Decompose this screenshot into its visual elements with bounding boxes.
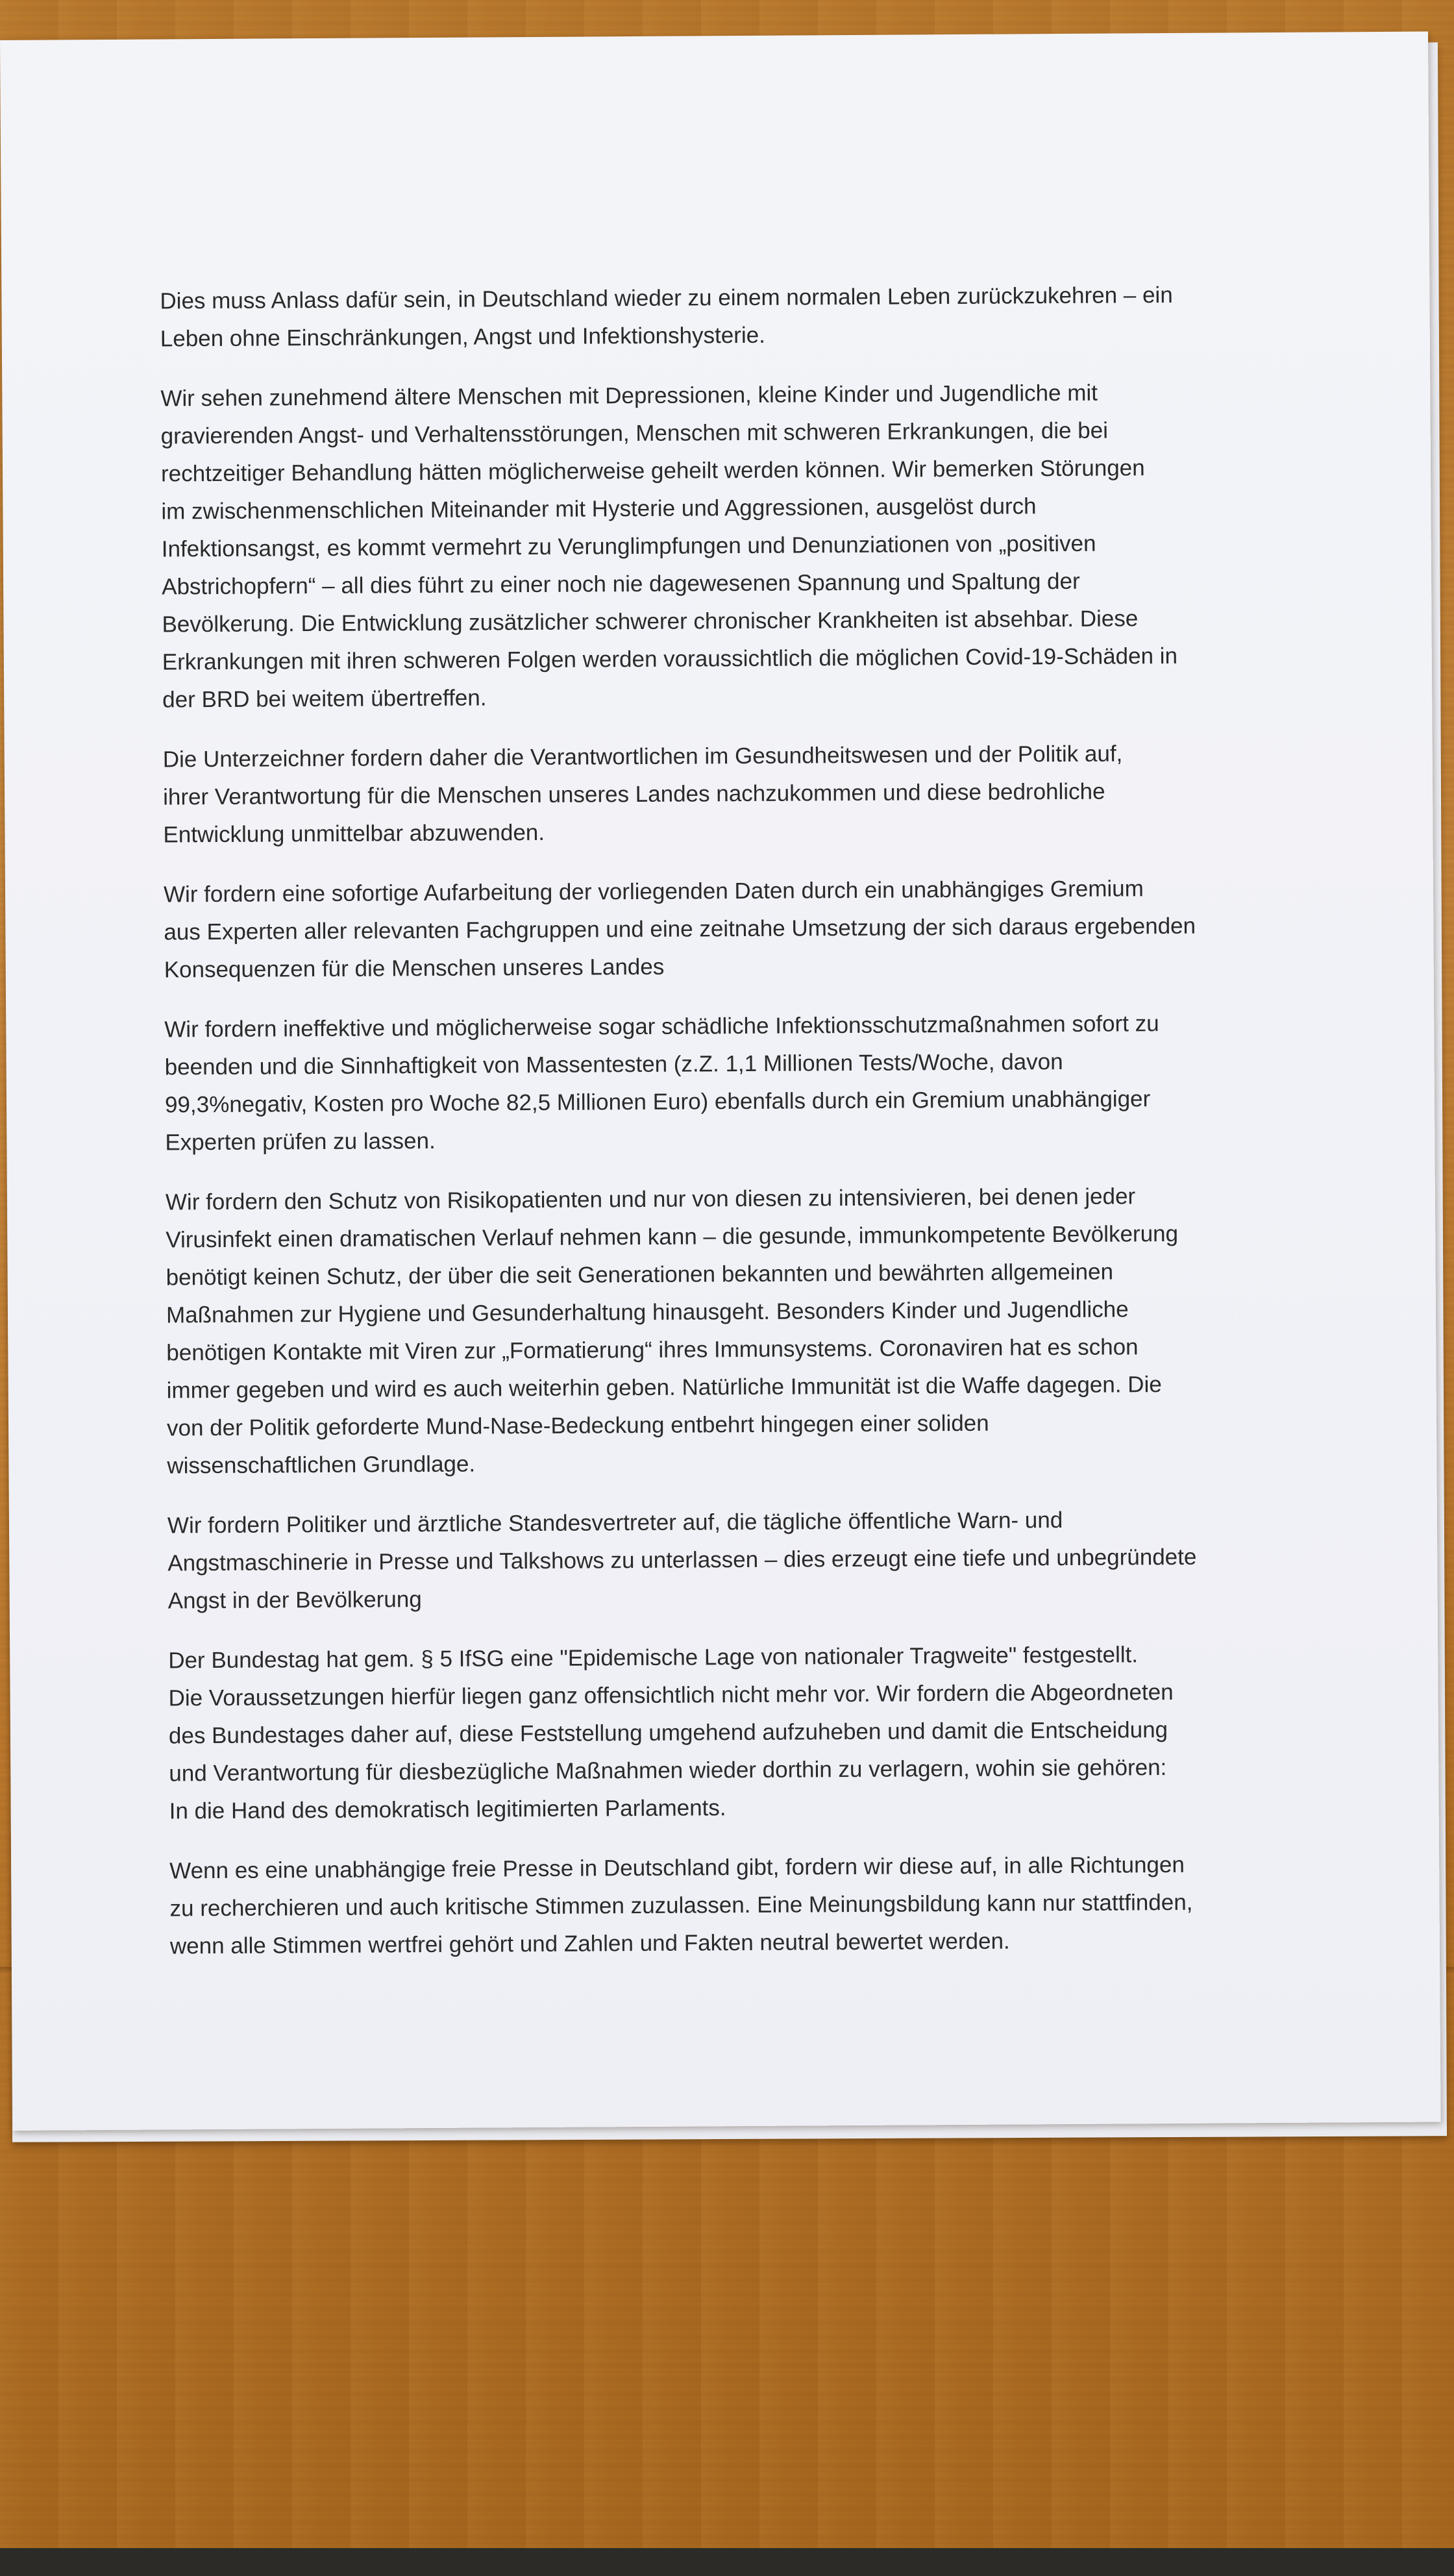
paragraph-2: Wir sehen zunehmend ältere Menschen mit Depressionen, kleine Kinder und Jugendliche mit gravierenden Angst- und Verhaltensstörungen, Menschen mit schweren Erkrankungen, die bei rechtzeitiger Behandlung hätten möglicherweise geheilt werden können. Wir bemerken Störungen im zwischenmenschlichen Miteinander mit Hysterie und Aggressionen, ausgelöst durch Infektionsangst, es kommt vermehrt zu Verunglimpfungen und Denunziationen von „positiven Abstrichopfern“ – all dies führt zu einer noch nie dagewesenen Spannung und Spaltung der Bevölkerung. Die Entwicklung zusätzlicher schwerer chronischer Krankheiten ist absehbar. Diese Erkrankungen mit ihren schweren Folgen werden voraussichtlich die möglichen Covid-19-Schäden in der BRD bei weitem übertreffen. <box>160 380 1178 713</box>
paragraph-3: Die Unterzeichner fordern daher die Verantwortlichen im Gesundheitswesen und der Politik auf, ihrer Verantwortung für die Menschen unseres Landes nachzukommen und diese bedrohliche Entwicklung unmittelbar abzuwenden. <box>162 741 1123 848</box>
paragraph-9: Wenn es eine unabhängige freie Presse in Deutschland gibt, fordern wir diese auf, in alle Richtungen zu recherchieren und auch kritische Stimmen zuzulassen. Eine Meinungsbildung kann nur stattfinden, wenn alle Stimmen wertfrei gehört und Zahlen und Fakten neutral bewertet werden. <box>169 1852 1193 1959</box>
document-body <box>160 276 1300 1988</box>
paragraph-7: Wir fordern Politiker und ärztliche Standesvertreter auf, die tägliche öffentliche Warn- und Angstmaschinerie in Presse und Talkshows zu unterlassen – dies erzeugt eine tiefe und unbegründete Angst in der Bevölkerung <box>167 1507 1197 1614</box>
paper-sheet <box>0 32 1441 2131</box>
paragraph-8: Der Bundestag hat gem. § 5 IfSG eine "Epidemische Lage von nationaler Tragweite" festgestellt. Die Voraussetzungen hierfür liegen ganz offensichtlich nicht mehr vor. Wir fordern die Abgeordneten des Bundestages daher auf, diese Feststellung umgehend aufzuheben und damit die Entscheidung und Verantwortung für diesbezügliche Maßnahmen wieder dorthin zu verlagern, wohin sie gehören: In die Hand des demokratisch legitimierten Parlaments. <box>168 1642 1174 1824</box>
paragraph-1: Dies muss Anlass dafür sein, in Deutschland wieder zu einem normalen Leben zurückzukehren – ein Leben ohne Einschränkungen, Angst und Infektionshysterie. <box>160 282 1173 352</box>
paragraph-5: Wir fordern ineffektive und möglicherweise sogar schädliche Infektionsschutzmaßnahmen sofort zu beenden und die Sinnhaftigkeit von Massentesten (z.Z. 1,1 Millionen Tests/Woche, davon 99,3%negativ, Kosten pro Woche 82,5 Millionen Euro) ebenfalls durch ein Gremium unabhängiger Experten prüfen zu lassen. <box>164 1011 1159 1156</box>
paragraph-4: Wir fordern eine sofortige Aufarbeitung der vorliegenden Daten durch ein unabhängiges Gremium aus Experten aller relevanten Fachgruppen und eine zeitnahe Umsetzung der sich daraus ergebenden Konsequenzen für die Menschen unseres Landes <box>163 876 1196 983</box>
paragraph-6: Wir fordern den Schutz von Risikopatienten und nur von diesen zu intensivieren, bei denen jeder Virusinfekt einen dramatischen Verlauf nehmen kann – die gesunde, immunkompetente Bevölkerung benötigt keinen Schutz, der über die seit Generationen bekannten und bewährten allgemeinen Maßnahmen zur Hygiene und Gesunderhaltung hinausgeht. Besonders Kinder und Jugendliche benötigen Kontakte mit Viren zur „Formatierung“ ihres Immunsystems. Coronaviren hat es schon immer gegeben und wird es auch weiterhin geben. Natürliche Immunität ist die Waffe dagegen. Die von der Politik geforderte Mund-Nase-Bedeckung entbehrt hingegen einer soliden wissenschaftlichen Grundlage. <box>165 1183 1179 1479</box>
floor-strip <box>0 2548 1454 2576</box>
